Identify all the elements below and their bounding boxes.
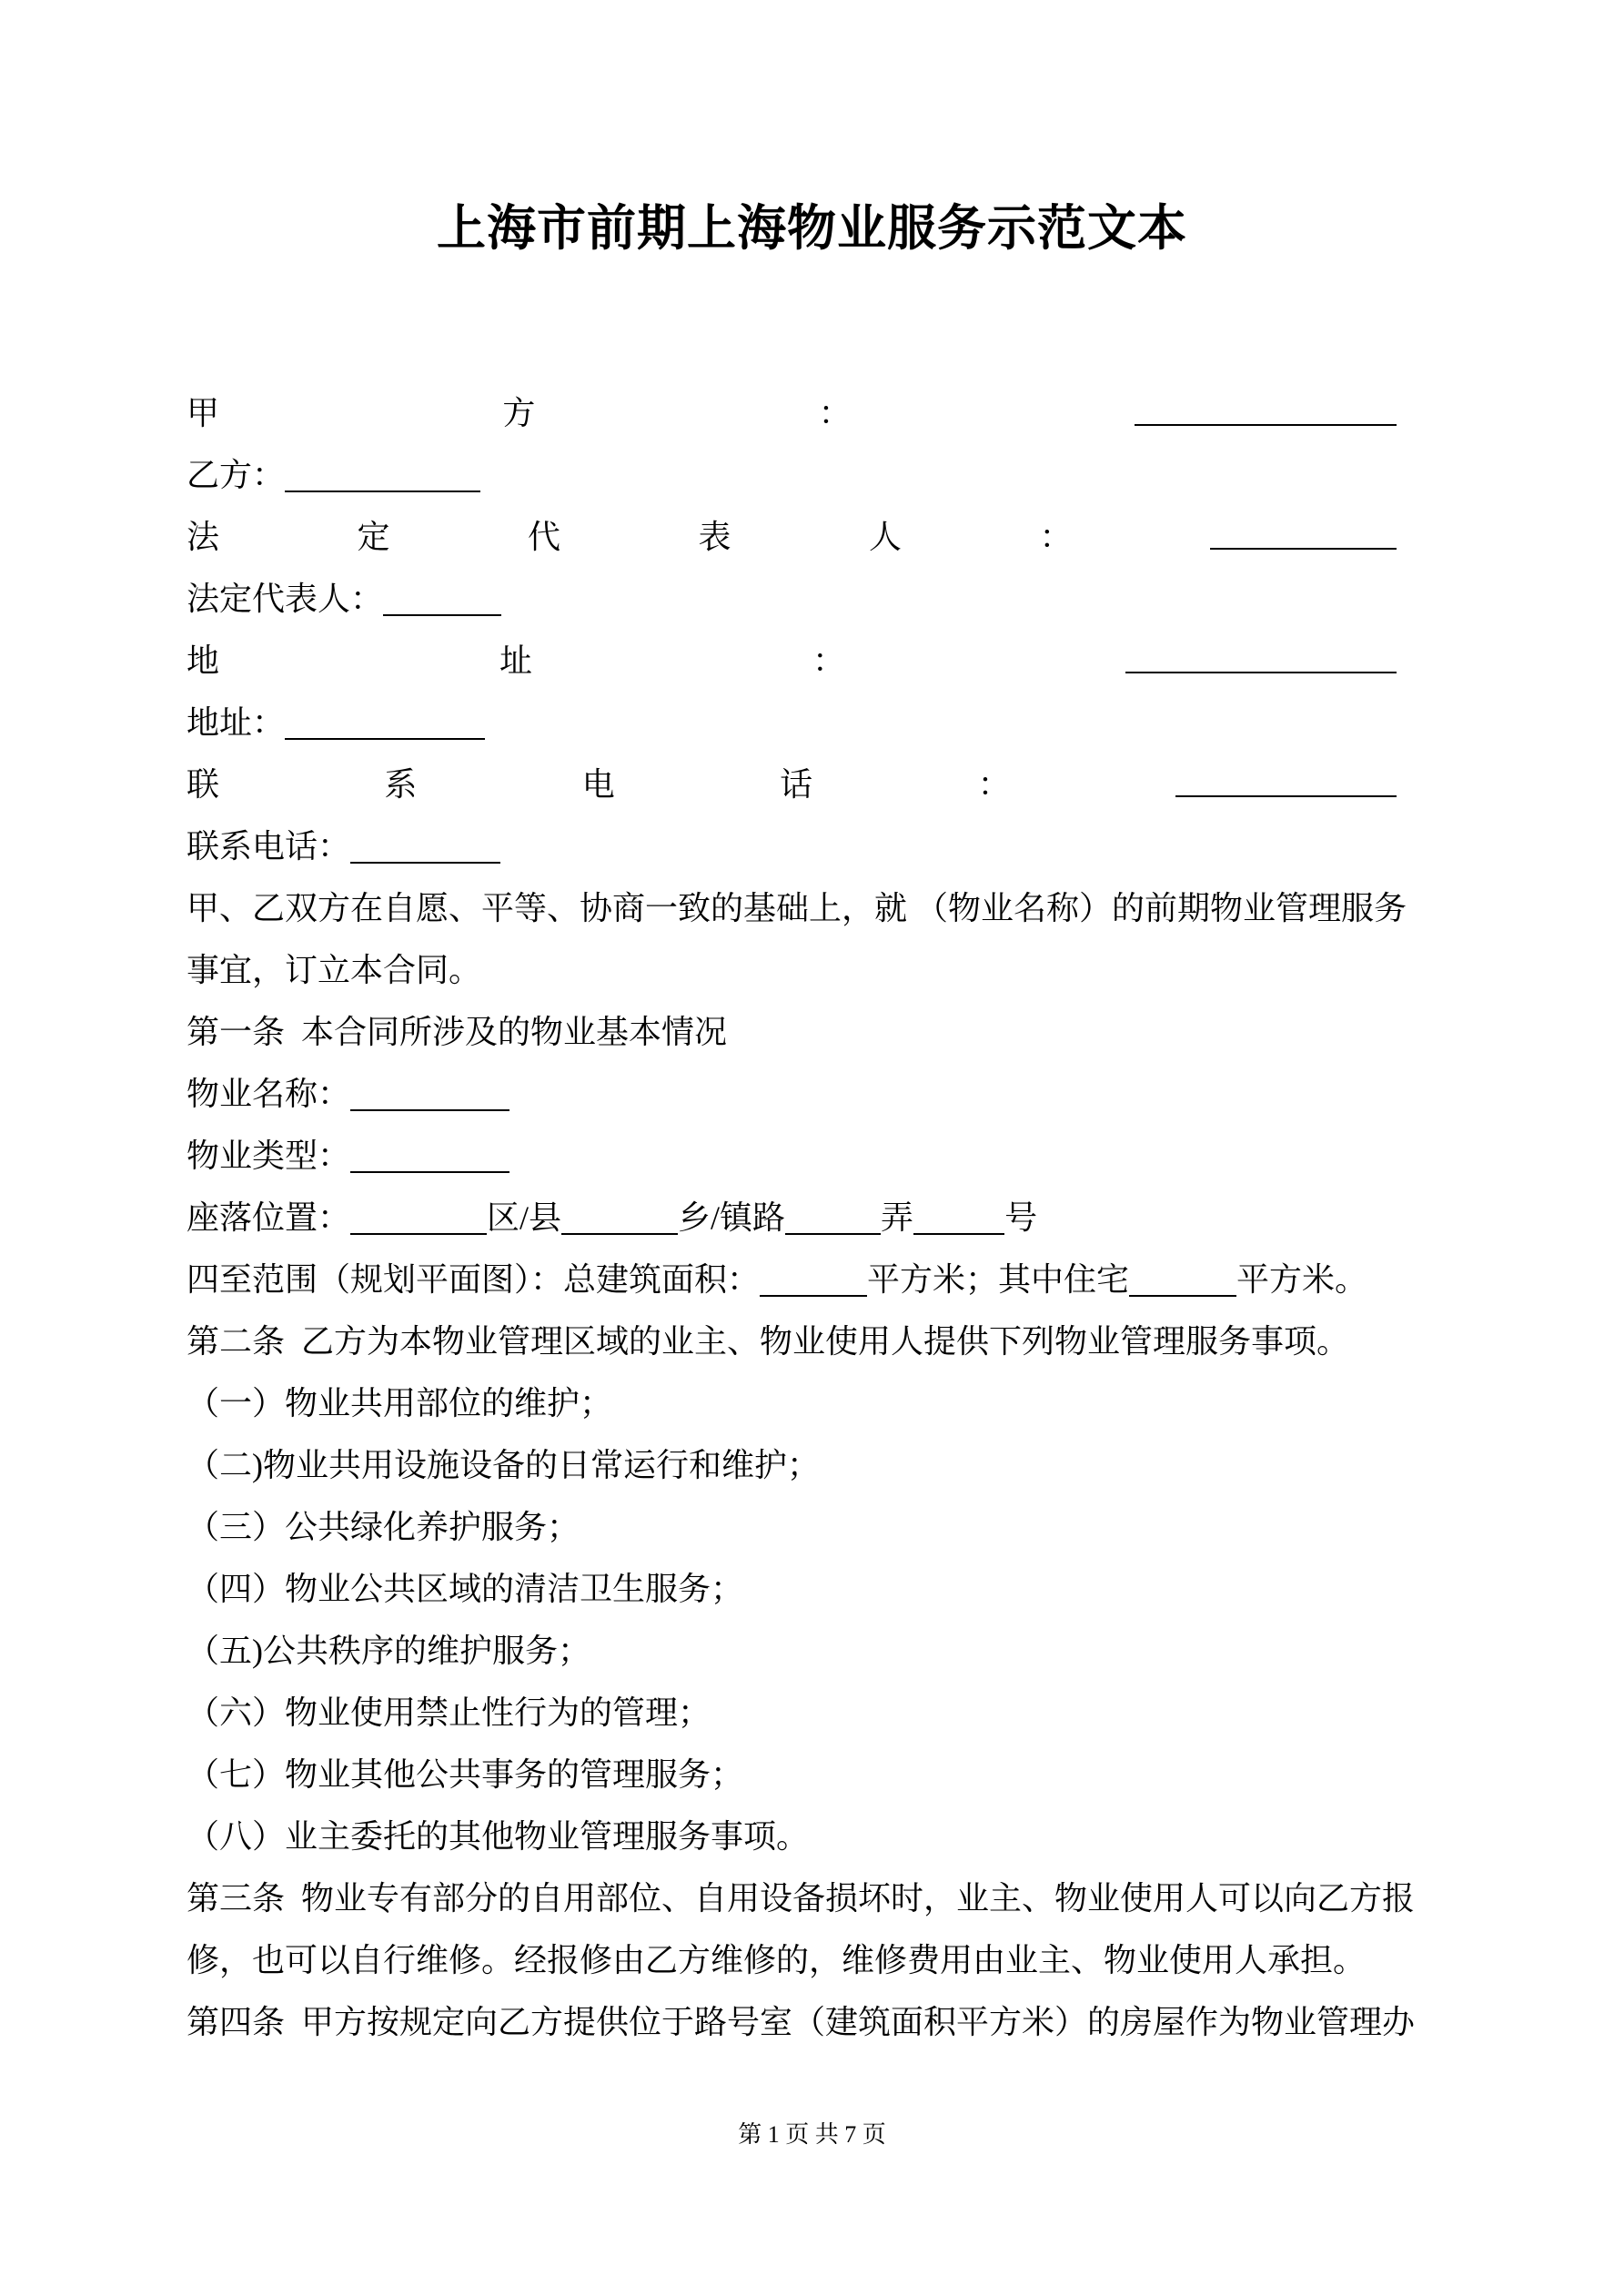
doc-line	[187, 1249, 1437, 1310]
doc-line: （一）物业共用部位的维护；	[187, 1385, 613, 1421]
doc-text: 四至范围（规划平面图）：总建筑面积：	[187, 1261, 761, 1298]
doc-text: 区/县	[487, 1199, 562, 1236]
blank-field	[285, 491, 480, 492]
doc-line: （七）物业其他公共事务的管理服务；	[187, 1756, 744, 1793]
blank-field	[1135, 424, 1397, 426]
doc-line	[187, 1063, 1437, 1125]
doc-char: 表	[698, 519, 731, 555]
doc-text: 物业类型：	[187, 1138, 351, 1174]
blank-field	[350, 1233, 487, 1235]
document-body	[187, 382, 1437, 2053]
doc-line	[187, 1125, 1437, 1187]
doc-char: 电	[581, 766, 615, 803]
doc-line: 事宜，订立本合同。	[187, 952, 482, 988]
doc-line: 第四条 甲方按规定向乙方提供位于路号室（建筑面积平方米）的房屋作为物业管理办	[187, 2004, 1416, 2040]
doc-char: 甲	[187, 395, 220, 431]
doc-line	[187, 815, 1437, 877]
blank-field	[350, 1109, 509, 1111]
doc-char: 人	[869, 519, 903, 555]
blank-field	[561, 1233, 678, 1235]
doc-line	[187, 1187, 1437, 1249]
doc-line: 第一条 本合同所涉及的物业基本情况	[187, 1014, 728, 1050]
doc-text: 物业名称：	[187, 1076, 351, 1112]
doc-char: 系	[384, 766, 418, 803]
blank-field	[785, 1233, 881, 1235]
doc-text: 弄	[881, 1199, 914, 1236]
doc-line	[187, 382, 1397, 444]
doc-line: 第三条 物业专有部分的自用部位、自用设备损坏时，业主、物业使用人可以向乙方报	[187, 1880, 1416, 1917]
doc-line: （五)公共秩序的维护服务；	[187, 1633, 590, 1669]
doc-char: 定	[357, 519, 390, 555]
doc-char: 法	[187, 519, 220, 555]
blank-field	[760, 1295, 867, 1297]
doc-char: 址	[499, 642, 533, 679]
doc-text: 号	[1004, 1199, 1038, 1236]
doc-line	[187, 444, 1437, 506]
doc-line: （三）公共绿化养护服务；	[187, 1509, 580, 1545]
document-title: 上海市前期上海物业服务示范文本	[437, 201, 1187, 256]
doc-char: ：	[977, 766, 1011, 803]
blank-field	[383, 614, 501, 616]
doc-text: 座落位置：	[187, 1199, 351, 1236]
doc-char: 方	[502, 395, 536, 431]
blank-field	[1175, 795, 1397, 797]
doc-char: 代	[528, 519, 561, 555]
doc-line	[187, 692, 1437, 754]
blank-field	[1125, 672, 1397, 673]
doc-text: 地址：	[187, 704, 286, 741]
doc-line: （八）业主委托的其他物业管理服务事项。	[187, 1818, 810, 1855]
doc-text: 法定代表人：	[187, 581, 384, 617]
doc-line: （四）物业公共区域的清洁卫生服务；	[187, 1571, 744, 1607]
doc-line	[187, 754, 1397, 815]
doc-text: 平方米。	[1236, 1261, 1368, 1298]
doc-char: ：	[1039, 519, 1073, 555]
blank-field	[285, 738, 485, 740]
blank-field	[913, 1233, 1004, 1235]
blank-field	[350, 1171, 509, 1173]
doc-char: ：	[812, 642, 846, 679]
blank-field	[1129, 1295, 1236, 1297]
doc-line	[187, 506, 1397, 568]
doc-line: 修，也可以自行维修。经报修由乙方维修的，维修费用由业主、物业使用人承担。	[187, 1942, 1367, 1978]
doc-line: （二)物业共用设施设备的日常运行和维护；	[187, 1447, 820, 1483]
blank-field	[350, 862, 500, 864]
blank-field	[1210, 548, 1397, 550]
doc-char: 联	[187, 766, 220, 803]
doc-text: 乡/镇路	[678, 1199, 786, 1236]
doc-line	[187, 568, 1437, 630]
doc-line: （六）物业使用禁止性行为的管理；	[187, 1694, 711, 1731]
doc-line	[187, 630, 1397, 692]
doc-line: 甲、乙双方在自愿、平等、协商一致的基础上，就 （物业名称）的前期物业管理服务	[187, 890, 1407, 926]
doc-text: 平方米；其中住宅	[867, 1261, 1130, 1298]
doc-char: 话	[780, 766, 813, 803]
doc-char: ：	[818, 395, 852, 431]
doc-line: 第二条 乙方为本物业管理区域的业主、物业使用人提供下列物业管理服务事项。	[187, 1323, 1350, 1360]
doc-text: 联系电话：	[187, 828, 351, 865]
doc-char: 地	[187, 642, 220, 679]
page-footer: 第 1 页 共 7 页	[738, 2121, 886, 2148]
doc-text: 乙方：	[187, 457, 286, 493]
